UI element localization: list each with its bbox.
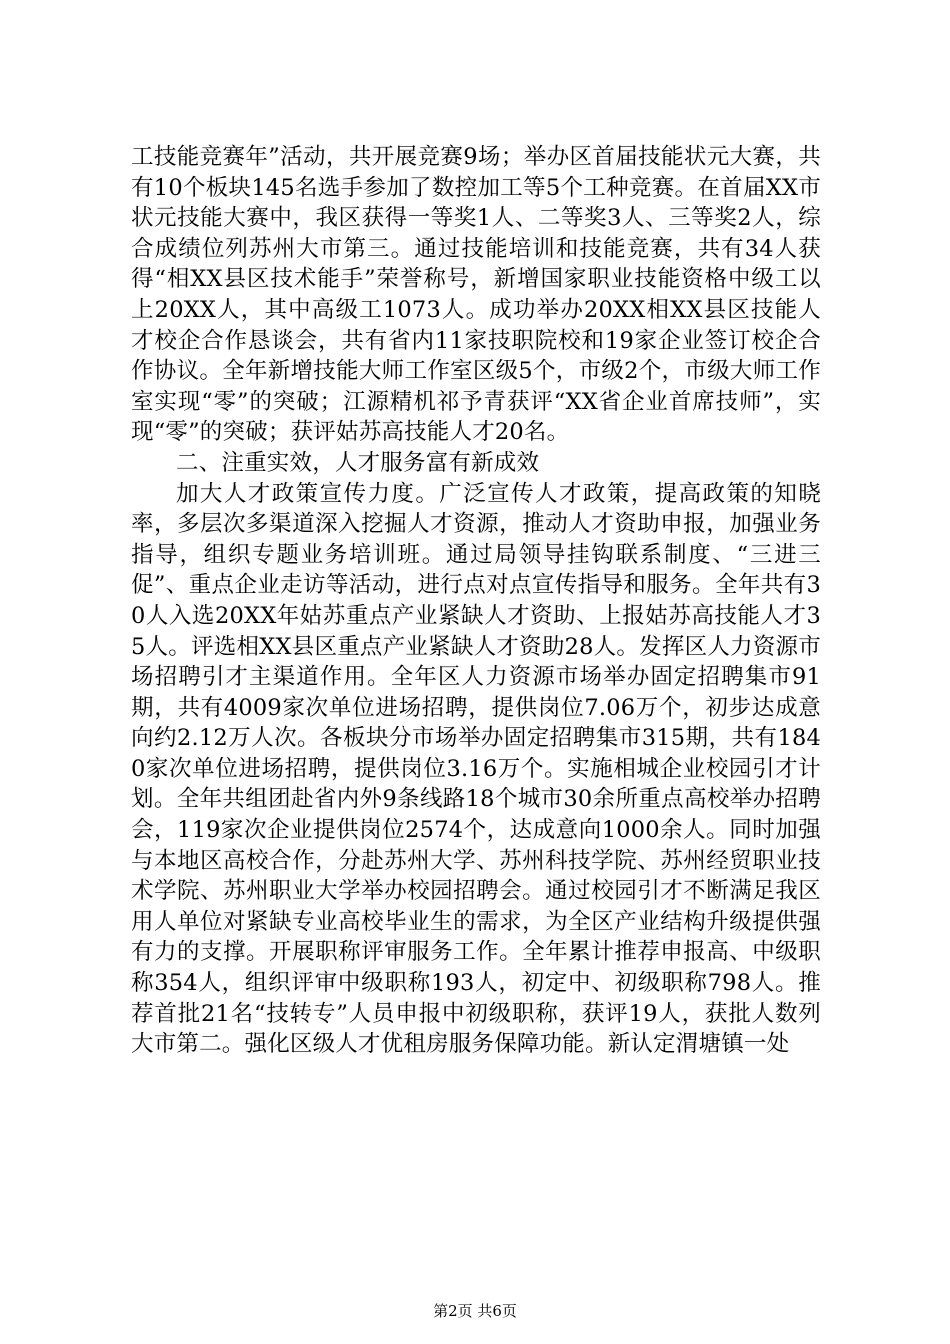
page-number-footer: 第2页 共6页 [433, 1302, 517, 1320]
document-body [131, 142, 821, 1060]
paragraph-skills-competition: 工技能竞赛年”活动，共开展竞赛9场；举办区首届技能状元大赛，共有10个板块145名选手参加了数控加工等5个工种竞赛。在首届XX市状元技能大赛中，我区获得一等奖1人、二等奖3人、三等奖2人，综合成绩位列苏州大市第三。通过技能培训和技能竞赛，共有34人获得“相XX县区技术能手”荣誉称号，新增国家职业技能资格中级工以上20XX人，其中高级工1073人。成功举办20XX相XX县区技能人才校企合作恳谈会，共有省内11家技职院校和19家企业签订校企合作协议。全年新增技能大师工作室区级5个，市级2个，市级大师工作室实现“零”的突破；江源精机祁予青获评“XX省企业首席技师”，实现“零”的突破；获评姑苏高技能人才20名。 [131, 144, 821, 446]
section-heading-talent-services: 二、注重实效，人才服务富有新成效 [176, 449, 540, 476]
paragraph-talent-policy: 加大人才政策宣传力度。广泛宣传人才政策，提高政策的知晓率，多层次多渠道深入挖掘人才资源，推动人才资助申报，加强业务指导，组织专题业务培训班。通过局领导挂钩联系制度、“三进三促”、重点企业走访等活动，进行点对点宣传指导和服务。全年共有30人入选20XX年姑苏重点产业紧缺人才资助、上报姑苏高技能人才35人。评选相XX县区重点产业紧缺人才资助28人。发挥区人力资源市场招聘引才主渠道作用。全年区人力资源市场举办固定招聘集市91期，共有4009家次单位进场招聘，提供岗位7.06万个，初步达成意向约2.12万人次。各板块分市场举办固定招聘集市315期，共有1840家次单位进场招聘，提供岗位3.16万个。实施相城企业校园引才计划。全年共组团赴省内外9条线路18个城市30余所重点高校举办招聘会，119家次企业提供岗位2574个，达成意向1000余人。同时加强与本地区高校合作，分赴苏州大学、苏州科技学院、苏州经贸职业技术学院、苏州职业大学举办校园招聘会。通过校园引才不断满足我区用人单位对紧缺专业高校毕业生的需求，为全区产业结构升级提供强有力的支撑。开展职称评审服务工作。全年累计推荐申报高、中级职称354人，组织评审中级职称193人，初定中、初级职称798人。推荐首批21名“技转专”人员申报中初级职称，获评19人，获批人数列大市第二。强化区级人才优租房服务保障功能。新认定渭塘镇一处 [131, 480, 821, 1058]
